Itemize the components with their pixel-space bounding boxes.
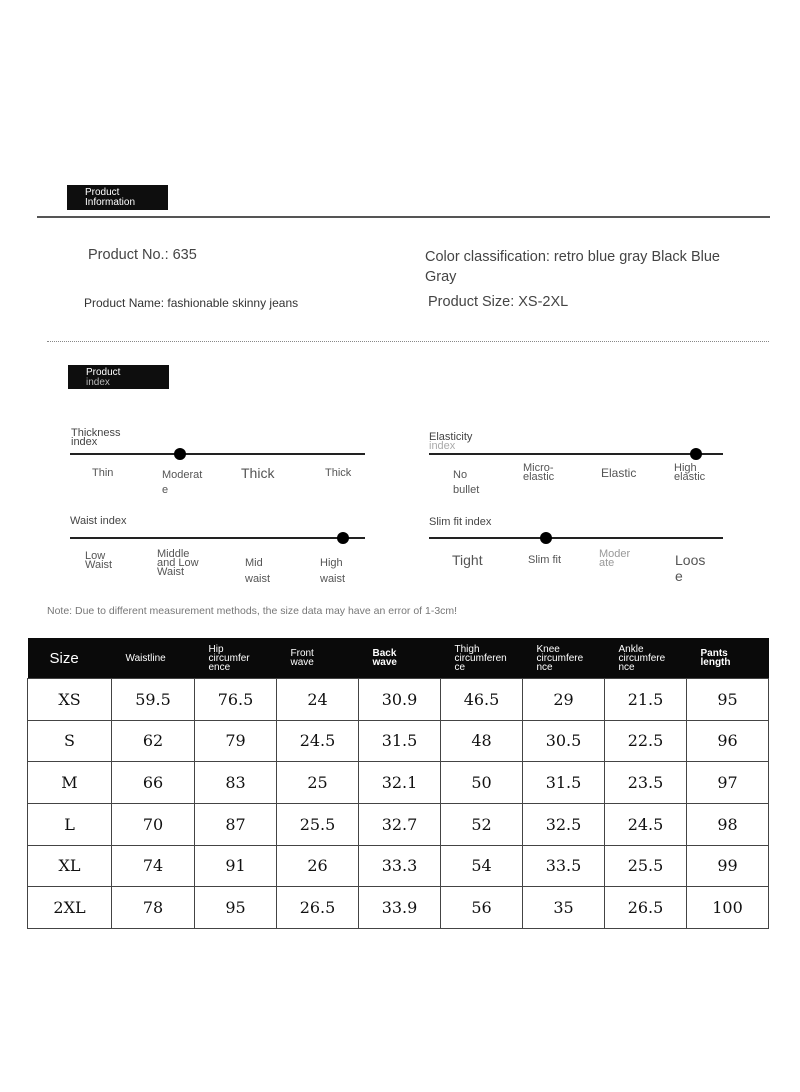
table-cell: 87 <box>195 803 277 845</box>
header-knee-circumference <box>523 638 605 679</box>
thickness-track <box>70 453 365 455</box>
table-row <box>28 803 769 845</box>
table-row <box>28 720 769 762</box>
table-row <box>28 762 769 804</box>
table-cell: 48 <box>441 720 523 762</box>
header-knee-line3: nce <box>536 661 553 673</box>
table-row <box>28 845 769 887</box>
table-cell: 21.5 <box>605 679 687 721</box>
slim-fit-marker <box>540 532 552 544</box>
table-cell: 25.5 <box>277 803 359 845</box>
table-cell: 26 <box>277 845 359 887</box>
header-back-line1: Back <box>372 648 397 659</box>
slim-fit-option-slim-fit: Slim fit <box>528 554 561 566</box>
header-back-wave <box>359 638 441 679</box>
table-cell: 32.5 <box>523 803 605 845</box>
table-cell: 100 <box>687 887 769 929</box>
table-cell: 98 <box>687 803 769 845</box>
table-cell: S <box>28 720 112 762</box>
slim-fit-option-loose: Loos e <box>675 552 706 584</box>
product-index-tag <box>68 365 169 389</box>
waist-option-low-waist: Low Waist <box>85 550 113 571</box>
table-cell: 96 <box>687 720 769 762</box>
table-cell: 32.7 <box>359 803 441 845</box>
thickness-marker <box>174 448 186 460</box>
table-cell: 29 <box>523 679 605 721</box>
table-cell: 31.5 <box>523 762 605 804</box>
header-size <box>28 638 112 679</box>
waist-track <box>70 537 365 539</box>
header-thigh-line3: ce <box>454 661 466 673</box>
product-number: Product No.: 635 <box>88 247 197 263</box>
header-pants-line2: length <box>700 657 731 668</box>
thickness-option-moderate: Moderat e <box>162 469 203 496</box>
header-hip-circumference <box>195 638 277 679</box>
elasticity-title-line1: Elasticity <box>429 431 473 443</box>
slim-fit-option-tight: Tight <box>452 552 483 568</box>
header-hip-line3: ence <box>208 661 231 673</box>
table-cell: 31.5 <box>359 720 441 762</box>
header-thigh-line2: circumferen <box>454 652 507 664</box>
table-cell: 25.5 <box>605 845 687 887</box>
table-cell: 66 <box>112 762 195 804</box>
header-size-label: Size <box>49 649 79 667</box>
table-row <box>28 887 769 929</box>
header-knee-line1: Knee <box>536 643 560 655</box>
table-cell: 97 <box>687 762 769 804</box>
table-cell: 26.5 <box>277 887 359 929</box>
header-hip-line1: Hip <box>208 643 224 655</box>
table-cell: 52 <box>441 803 523 845</box>
slim-fit-track <box>429 537 723 539</box>
table-cell: 24 <box>277 679 359 721</box>
header-ankle-line2: circumfere <box>618 652 666 664</box>
product-index-tag-line2: index <box>86 377 110 388</box>
table-cell: 25 <box>277 762 359 804</box>
thickness-title-line2: index <box>71 436 98 448</box>
size-chart-table <box>27 638 769 929</box>
header-front-line2: wave <box>290 657 314 668</box>
table-cell: 62 <box>112 720 195 762</box>
table-cell: 30.9 <box>359 679 441 721</box>
table-cell: 35 <box>523 887 605 929</box>
slim-fit-title-line1: Slim fit index <box>429 516 492 528</box>
header-ankle-line3: nce <box>618 661 635 673</box>
elasticity-option-micro-elastic: Micro-elastic <box>523 462 555 483</box>
waist-option-middle-and-low: Middle and Low Waist <box>157 548 199 578</box>
thickness-option-thin: Thin <box>92 467 114 479</box>
product-index-tag-line1: Product <box>86 367 121 378</box>
slim-fit-option-moderate: Moder ate <box>599 548 631 569</box>
table-cell: 83 <box>195 762 277 804</box>
table-cell: 99 <box>687 845 769 887</box>
size-table-header-row <box>28 638 769 679</box>
table-cell: 74 <box>112 845 195 887</box>
table-cell: L <box>28 803 112 845</box>
waist-option-high-waist: High waist <box>320 557 346 585</box>
elasticity-title-line2: index <box>429 440 456 452</box>
waist-option-mid-waist: Mid waist <box>245 557 271 585</box>
table-cell: 2XL <box>28 887 112 929</box>
product-name: Product Name: fashionable skinny jeans <box>84 296 299 310</box>
table-cell: 26.5 <box>605 887 687 929</box>
thickness-option-thick-2: Thick <box>325 467 352 479</box>
table-cell: 33.9 <box>359 887 441 929</box>
table-cell: 56 <box>441 887 523 929</box>
table-cell: 95 <box>687 679 769 721</box>
thickness-option-thick: Thick <box>241 465 275 481</box>
measurement-note: Note: Due to different measurement methods, the size data may have an error of 1-3cm! <box>47 605 458 617</box>
table-cell: 70 <box>112 803 195 845</box>
elasticity-option-elastic: Elastic <box>601 466 637 480</box>
thickness-title <box>71 429 151 447</box>
product-information-tag <box>67 185 168 210</box>
header-pants-length <box>687 638 769 679</box>
table-cell: 22.5 <box>605 720 687 762</box>
table-cell: 95 <box>195 887 277 929</box>
table-cell: 76.5 <box>195 679 277 721</box>
header-front-wave <box>277 638 359 679</box>
table-cell: 59.5 <box>112 679 195 721</box>
product-size: Product Size: XS-2XL <box>428 294 569 310</box>
table-cell: XS <box>28 679 112 721</box>
elasticity-option-no-bullet: No bullet <box>453 469 480 496</box>
table-row <box>28 679 769 721</box>
dotted-divider <box>47 341 769 342</box>
header-thigh-circumference <box>441 638 523 679</box>
table-cell: XL <box>28 845 112 887</box>
table-cell: 24.5 <box>277 720 359 762</box>
header-waistline <box>112 638 195 679</box>
header-thigh-line1: Thigh <box>454 643 480 655</box>
table-cell: 54 <box>441 845 523 887</box>
table-cell: 24.5 <box>605 803 687 845</box>
table-cell: 91 <box>195 845 277 887</box>
table-cell: 33.5 <box>523 845 605 887</box>
elasticity-title <box>429 433 509 451</box>
elasticity-marker <box>690 448 702 460</box>
waist-title <box>70 517 170 526</box>
table-cell: 78 <box>112 887 195 929</box>
table-cell: 50 <box>441 762 523 804</box>
header-ankle-line1: Ankle <box>618 643 644 655</box>
product-information-tag-line2: Information <box>85 197 136 208</box>
elasticity-track <box>429 453 723 455</box>
header-ankle-circumference <box>605 638 687 679</box>
table-cell: 30.5 <box>523 720 605 762</box>
color-classification: Color classification: retro blue gray Black Blue Gray <box>425 249 720 285</box>
header-back-line2: wave <box>372 657 397 668</box>
product-information-tag-line1: Product <box>85 187 120 198</box>
header-knee-line2: circumfere <box>536 652 584 664</box>
header-hip-line2: circumfer <box>208 652 250 664</box>
header-front-line1: Front <box>290 648 314 659</box>
table-cell: 32.1 <box>359 762 441 804</box>
table-cell: M <box>28 762 112 804</box>
elasticity-option-high-elastic: High elastic <box>674 462 706 483</box>
waist-marker <box>337 532 349 544</box>
section-divider <box>37 216 770 218</box>
table-cell: 79 <box>195 720 277 762</box>
table-cell: 46.5 <box>441 679 523 721</box>
header-waistline-label: Waistline <box>125 652 166 664</box>
header-pants-line1: Pants <box>700 648 728 659</box>
thickness-title-line1: Thickness <box>71 427 121 439</box>
waist-title-line1: Waist index <box>70 515 127 527</box>
table-cell: 33.3 <box>359 845 441 887</box>
table-cell: 23.5 <box>605 762 687 804</box>
slim-fit-title <box>429 518 529 527</box>
